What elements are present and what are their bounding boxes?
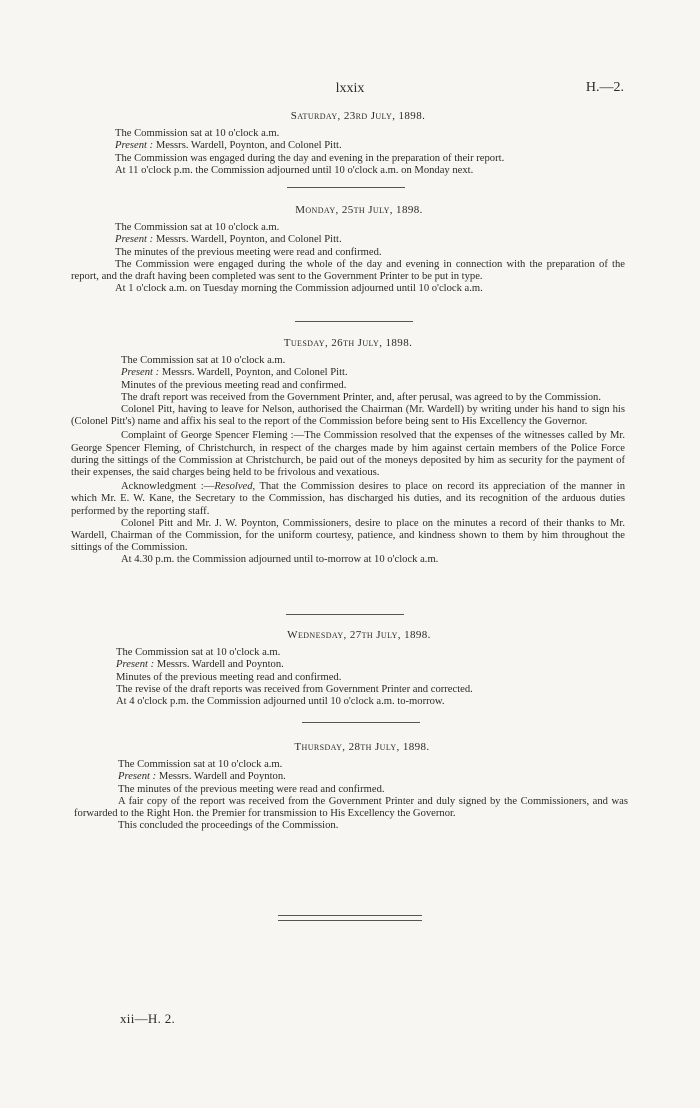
- minute-line: The Commission sat at 10 o'clock a.m.: [116, 647, 281, 659]
- minute-line: At 4 o'clock p.m. the Commission adjourned until 10 o'clock a.m. to-morrow.: [116, 696, 445, 708]
- present-line: [93, 234, 625, 246]
- minute-paragraph: Complaint of George Spencer Fleming :—The Commission resolved that the expenses of the witnesses called by Mr. George Spencer Fleming, of Christchurch, in respect of the charges made by him against certain members of the Police Force during the sittings of the Commission at Christchurch, be paid out of the moneys deposited by him as security for the payment of their expenses, the said charges being held to be frivolous and vexatious.: [71, 430, 625, 479]
- minute-line: The Commission sat at 10 o'clock a.m.: [121, 355, 286, 367]
- minute-line: Minutes of the previous meeting read and confirmed.: [116, 671, 342, 683]
- minute-paragraph: The draft report was received from the Government Printer, and, after perusal, was agreed to by the Commission.: [121, 391, 601, 403]
- minute-line: This concluded the proceedings of the Commission.: [118, 820, 339, 832]
- meeting-heading: Wednesday, 27th July, 1898.: [287, 629, 431, 641]
- minute-line: The Commission was engaged during the day and evening in the preparation of their report.: [115, 152, 505, 164]
- minute-paragraph: Colonel Pitt, having to leave for Nelson, authorised the Chairman (Mr. Wardell) by writing under his hand to sign his (Colonel Pitt's) name and affix his seal to the report of the Commission before being sent to His Excellency the Governor.: [71, 404, 625, 428]
- minute-paragraph: Colonel Pitt and Mr. J. W. Poynton, Commissioners, desire to place on the minutes a record of their thanks to Mr. Wardell, Chairman of the Commission, for the uniform courtesy, patience, and kindness shown to them by him throughout the sittings of the Commission.: [71, 517, 625, 554]
- present-names: Messrs. Wardell and Poynton.: [156, 659, 284, 671]
- resolved-label: Resolved,: [214, 481, 256, 493]
- meeting-wednesday: [94, 629, 624, 708]
- present-label: Present :: [115, 140, 154, 152]
- section-divider: [287, 187, 405, 188]
- minute-line: The minutes of the previous meeting were read and confirmed.: [118, 783, 385, 795]
- present-label: Present :: [121, 367, 160, 379]
- minute-line: The Commission sat at 10 o'clock a.m.: [115, 222, 280, 234]
- present-names: Messrs. Wardell, Poynton, and Colonel Pitt.: [161, 367, 348, 379]
- present-line: [94, 659, 624, 671]
- meeting-tuesday: [71, 337, 625, 567]
- meeting-heading: Saturday, 23rd July, 1898.: [290, 110, 426, 122]
- minute-paragraph: The Commission were engaged during the whole of the day and evening in connection with the preparation of the report, and the draft having been completed was sent to the Government Printer to be put in type.: [71, 258, 625, 283]
- minute-line: At 4.30 p.m. the Commission adjourned until to-morrow at 10 o'clock a.m.: [121, 554, 439, 566]
- present-label: Present :: [115, 234, 154, 246]
- minute-line: The Commission sat at 10 o'clock a.m.: [115, 128, 280, 140]
- end-double-rule: [278, 915, 422, 921]
- minute-line: At 1 o'clock a.m. on Tuesday morning the Commission adjourned until 10 o'clock a.m.: [115, 283, 483, 295]
- meeting-heading: Thursday, 28th July, 1898.: [294, 741, 430, 753]
- minute-line: Minutes of the previous meeting read and confirmed.: [121, 379, 347, 391]
- meeting-heading: Tuesday, 26th July, 1898.: [283, 337, 413, 349]
- paper-reference: H.—2.: [585, 80, 624, 95]
- acknowledgment-label: Acknowledgment :—: [121, 481, 215, 493]
- present-names: Messrs. Wardell, Poynton, and Colonel Pitt.: [155, 140, 342, 152]
- section-divider: [295, 321, 413, 322]
- section-divider: [302, 722, 420, 723]
- present-line: [96, 771, 628, 783]
- meeting-thursday: [74, 741, 628, 832]
- present-line: [93, 140, 623, 152]
- meeting-saturday: [93, 110, 623, 177]
- minute-line: The minutes of the previous meeting were read and confirmed.: [115, 246, 382, 258]
- meeting-monday: [71, 204, 625, 295]
- minute-paragraph: [71, 481, 625, 518]
- present-label: Present :: [116, 659, 155, 671]
- minute-paragraph: A fair copy of the report was received from the Government Printer and duly signed by the Commissioners, and was forwarded to the Right Hon. the Premier for transmission to His Excellency the Governor.: [74, 795, 628, 820]
- present-label: Present :: [118, 771, 157, 783]
- section-divider: [286, 614, 404, 615]
- present-names: Messrs. Wardell, Poynton, and Colonel Pitt.: [155, 234, 342, 246]
- meeting-heading: Monday, 25th July, 1898.: [295, 204, 423, 216]
- minute-line: The Commission sat at 10 o'clock a.m.: [118, 759, 283, 771]
- present-line: [71, 367, 625, 379]
- minute-line: The revise of the draft reports was received from Government Printer and corrected.: [116, 683, 473, 695]
- present-names: Messrs. Wardell and Poynton.: [158, 771, 286, 783]
- minute-line: At 11 o'clock p.m. the Commission adjourned until 10 o'clock a.m. on Monday next.: [115, 164, 474, 176]
- signature-mark: xii—H. 2.: [120, 1011, 176, 1026]
- resolution-text: That the Commission desires to place on record its appreciation of the manner in which Mr. E. W. Kane, the Secretary to the Commission, has discharged his duties, and its recognition of the arduous duties performed by the reporting staff.: [71, 481, 625, 517]
- page-number: lxxix: [335, 81, 365, 96]
